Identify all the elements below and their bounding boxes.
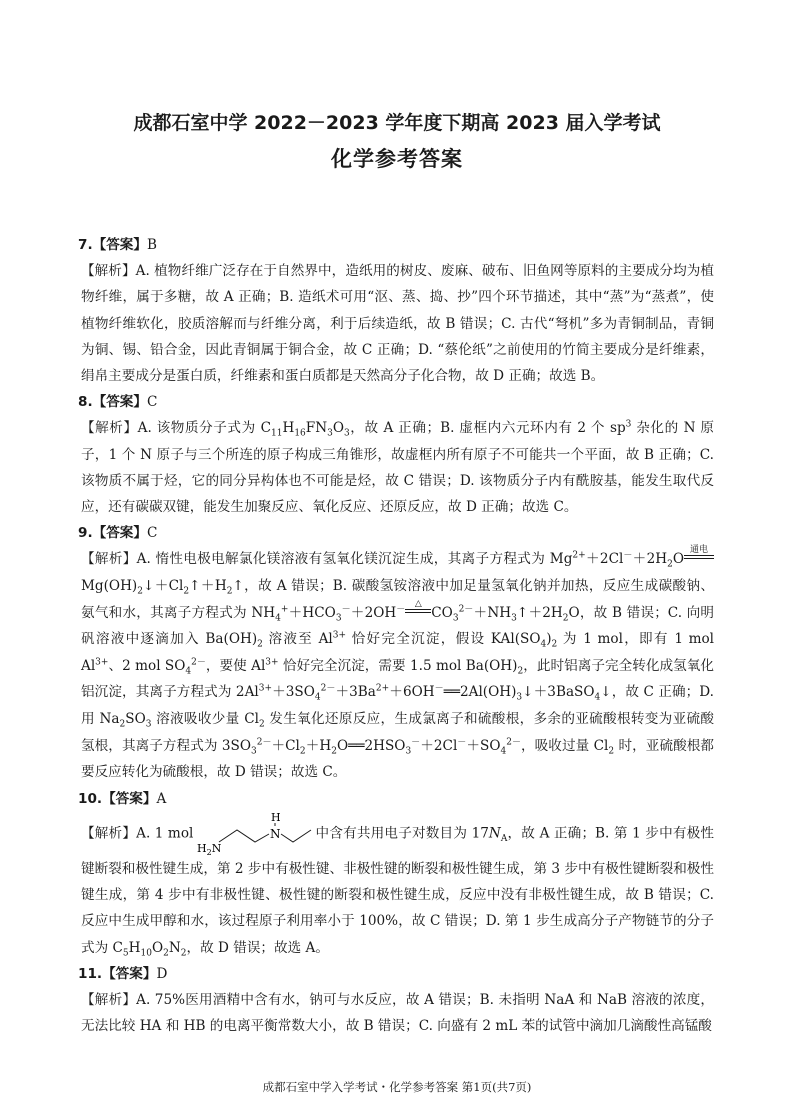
analysis-text: ＋Cl: [271, 737, 300, 754]
superscript: 3+: [95, 657, 109, 668]
analysis-text: ，故 A 正确；B. 第 1 步中有极性键断裂和极性键生成，第 2 步中有极性键、非极性键的断裂和极性键生成，第 3 步中有极性键断裂和极性键生成，第 4 步中有非极性键、极性键的断裂和极性键生成，反应中没有非极性键生成，故 B 错误；C. 反应中生成甲醇和水，该过程原子利用率小于 100%，故 C 错误；D. 第 1 步生成高分子产物链节的分子式为 C: [81, 825, 715, 956]
subscript: 2: [258, 719, 265, 730]
answer-label: 【答案】: [102, 790, 157, 807]
subscript: 2: [226, 586, 233, 597]
answer-value: B: [147, 237, 157, 253]
subscript: 3: [516, 693, 523, 704]
analysis-text: O: [332, 420, 344, 437]
analysis-text: ＋3SO: [272, 684, 315, 701]
analysis-text: ＋2Cl: [585, 551, 624, 568]
answer-value: A: [156, 790, 167, 807]
subscript: 2: [163, 948, 169, 959]
analysis-text: A. 1 mol: [136, 825, 194, 842]
superscript: －: [396, 604, 406, 615]
analysis-label: 【解析】: [81, 551, 137, 568]
analysis-text: SO: [125, 711, 146, 727]
diamine-structure: [193, 812, 315, 856]
subscript: 2: [608, 746, 615, 757]
superscript: 3+: [258, 683, 273, 694]
question-11-header: [78, 961, 714, 987]
superscript: 2+: [572, 550, 586, 561]
subscript: 4: [314, 693, 321, 704]
reaction-condition: 通电: [689, 545, 708, 556]
avogadro-symbol: N: [488, 825, 501, 842]
analysis-text: ＋3Ba: [335, 684, 376, 701]
subscript: 3: [344, 429, 350, 440]
question-number: 8.: [78, 394, 93, 411]
analysis-text: O，故 B 错误；C. 向明矾溶液中逐滴加入 Ba(OH): [81, 604, 714, 648]
superscript: 2－: [256, 737, 272, 748]
page-title: 成都石室中学 2022－2023 学年度下期高 2023 届入学考试: [133, 112, 661, 134]
subscript: 2: [299, 746, 306, 757]
analysis-text: O: [672, 551, 684, 568]
superscript: －: [434, 683, 444, 694]
superscript: 2－: [506, 737, 521, 748]
analysis-text: H: [128, 939, 141, 956]
superscript: －: [411, 737, 421, 748]
superscript: －: [623, 550, 633, 561]
subscript: 3: [335, 613, 342, 624]
subscript: 16: [294, 429, 306, 440]
question-number: 11.: [78, 965, 103, 982]
superscript: 2－: [320, 683, 336, 694]
analysis-text: FN: [305, 420, 328, 437]
question-9-header: [78, 520, 714, 546]
analysis-text: 恰好完全沉淀，需要 1.5 mol Ba(OH): [278, 657, 518, 674]
answer-label: 【答案】: [102, 965, 157, 982]
question-8-analysis: [78, 415, 714, 520]
analysis-text: 发生氧化还原反应，生成氯离子和硫酸根，多余的亚硫酸根转变为亚硫酸氢根，其离子方程式为 3SO: [81, 711, 714, 754]
reaction-condition: △: [414, 598, 422, 609]
analysis-text: ↓＋3BaSO: [522, 684, 595, 701]
subscript: 2: [331, 746, 337, 757]
analysis-text: ＋H: [305, 737, 332, 754]
analysis-text: ，吸收过量 Cl: [520, 737, 609, 754]
analysis-text: H: [282, 420, 295, 437]
subscript: 2: [180, 948, 187, 959]
superscript: +: [280, 604, 289, 615]
superscript: －: [341, 604, 351, 615]
analysis-text: Mg(OH): [81, 578, 138, 595]
answer-label: 【答案】: [92, 394, 147, 411]
subscript: 2: [562, 613, 569, 624]
analysis-text: ＋HCO: [288, 604, 336, 621]
answer-label: 【答案】: [92, 525, 147, 542]
analysis-text: 为 1 mol，即有 1 mol Al: [81, 631, 714, 674]
svg-text:H2N: [197, 842, 222, 856]
question-number: 10.: [78, 790, 103, 807]
analysis-label: 【解析】: [81, 992, 137, 1008]
analysis-text: A. 惰性电极电解氯化镁溶液有氢氧化镁沉淀生成，其离子方程式为 Mg: [136, 551, 573, 568]
analysis-text: ══2Al(OH): [443, 684, 517, 701]
analysis-text: ，故 A 正确；B. 虚框内六元环内有 2 个 sp: [349, 420, 626, 437]
analysis-text: ＋2H: [632, 551, 668, 568]
subscript: 3: [145, 719, 152, 730]
analysis-text: ↓＋Cl: [142, 578, 184, 595]
subscript: 3: [511, 613, 517, 624]
superscript: 2+: [375, 683, 390, 694]
question-7-analysis: [78, 258, 714, 389]
analysis-text: ，故 D 错误；故选 A。: [186, 939, 329, 956]
analysis-text: ＋2Cl: [420, 737, 458, 754]
page-subtitle: 化学参考答案: [331, 147, 463, 171]
analysis-text: CO: [431, 604, 453, 621]
question-number: 7.: [78, 237, 93, 253]
analysis-text: ，此时铝离子完全转化成氢氧化铝沉淀，其离子方程式为 2Al: [81, 657, 715, 701]
analysis-label: 【解析】: [81, 263, 136, 280]
superscript: 3: [625, 419, 632, 430]
analysis-text: ＋2OH: [350, 604, 397, 621]
question-10-header: [78, 786, 714, 812]
analysis-text: 时，亚硫酸根都要反应转化为硫酸根，故 D 错误；故选 C。: [81, 737, 714, 781]
subscript: 2: [119, 719, 126, 730]
question-number: 9.: [78, 525, 93, 542]
analysis-text: 、2 mol SO: [108, 657, 186, 674]
analysis-text: A. 75%医用酒精中含有水，钠可与水反应，故 A 错误；B. 未指明 NaA 和 NaB 溶液的浓度，无法比较 HA 和 HB 的电离平衡常数大小，故 B 错误；C. 向盛有 2 mL 苯的试管中滴加几滴酸性高锰酸: [81, 992, 714, 1035]
analysis-text: A. 该物质分子式为 C: [137, 420, 272, 437]
subscript: 3: [405, 746, 412, 757]
analysis-text: ↑，故 A 错误；B. 碳酸氢铵溶液中加足量氢氧化钠并加热，反应生成碳酸钠、氨气和水，其离子方程式为 NH: [81, 578, 715, 621]
electrolysis-arrow: [684, 545, 714, 563]
subscript: 5: [122, 948, 129, 959]
struct-h2n-h: H: [197, 841, 207, 855]
subscript: 11: [271, 429, 283, 440]
analysis-text: A. 植物纤维广泛存在于自然界中，造纸用的树皮、废麻、破布、旧鱼网等原料的主要成分均为植物纤维，属于多糖，故 A 正确；B. 造纸术可用“沤、蒸、捣、抄”四个环节描述，其中“蒸”为“蒸煮”，使植物纤维软化，胶质溶解而与纤维分离，利于后续造纸，故 B 错误；C. 古代“弩机”多为青铜制品，青铜为铜、锡、铅合金，因此青铜属于铜合金，故 C 正确；D. “蔡伦纸”之前使用的竹简主要成分是纤维素，绢帛主要成分是蛋白质，纤维素和蛋白质都是天然高分子化合物，故 D 正确；故选 B。: [81, 263, 714, 385]
analysis-text: 恰好完全沉淀，假设 KAl(SO: [346, 631, 541, 648]
analysis-label: 【解析】: [81, 825, 137, 842]
analysis-text: ↑＋H: [189, 578, 227, 595]
question-9-analysis: [78, 546, 714, 785]
page-footer: 成都石室中学入学考试・化学参考答案 第1页(共7页): [262, 1080, 532, 1094]
answer-value: C: [147, 394, 158, 411]
analysis-text: ↑＋2H: [516, 604, 563, 621]
subscript: 2: [667, 560, 673, 571]
analysis-text: ，要使 Al: [205, 657, 266, 674]
subscript: 3: [327, 429, 333, 440]
analysis-text: ＋NH: [473, 604, 512, 621]
answer-label: 【答案】: [92, 237, 147, 253]
analysis-text: 溶液吸收少量 Cl: [151, 711, 259, 727]
superscript: 2－: [191, 657, 206, 668]
question-11-analysis: [78, 987, 714, 1039]
skeletal-formula-svg: [193, 812, 315, 856]
subscript: 2: [517, 666, 524, 677]
analysis-text: 杂化的 N 原子，1 个 N 原子与三个所连的原子构成三角锥形，故虚框内所有原子不可能共一个平面，故 B 正确；C. 该物质不属于烃，它的同分异构体也不可能是烃，故 C 错误；D. 该物质分子内有酰胺基，能发生取代反应，还有碳碳双键，能发生加聚反应、氧化反应、还原反应，故 D 正确；故选 C。: [81, 420, 714, 516]
subscript: 10: [140, 948, 152, 959]
struct-h-label: H: [271, 811, 281, 824]
struct-n-label: N: [270, 826, 281, 841]
subscript: 4: [594, 693, 601, 704]
analysis-text: ＋6OH: [389, 684, 435, 701]
heat-arrow: [405, 598, 431, 617]
subscript: A: [500, 834, 508, 845]
analysis-text: ): [546, 631, 552, 648]
subscript: 4: [540, 639, 547, 650]
subscript: 2: [257, 639, 263, 650]
subscript: 4: [185, 666, 192, 677]
analysis-text: O: [151, 939, 164, 956]
answer-content: [78, 232, 714, 1039]
superscript: 3+: [332, 630, 347, 641]
question-10-analysis: [78, 812, 714, 961]
question-7-header: [78, 232, 714, 258]
answer-value: D: [156, 965, 168, 982]
subscript: 2: [137, 586, 143, 597]
superscript: 3+: [265, 657, 279, 668]
subscript: 2: [183, 586, 190, 597]
analysis-text: ＋SO: [466, 737, 501, 754]
struct-h2n-n: N: [212, 841, 222, 855]
analysis-text: 溶液至 Al: [262, 631, 333, 648]
analysis-label: 【解析】: [81, 420, 138, 437]
analysis-text: ↓，故 C 正确；D. 用 Na: [81, 684, 715, 727]
subscript: 4: [275, 613, 281, 624]
subscript: 4: [500, 746, 507, 757]
struct-h2n-sub: 2: [206, 847, 213, 856]
subscript: 2: [551, 639, 558, 650]
analysis-text: O══2HSO: [336, 737, 406, 754]
analysis-text: 中含有共用电子对数目为 17: [315, 825, 489, 842]
superscript: －: [457, 737, 467, 748]
subscript: 3: [250, 746, 257, 757]
question-8-header: [78, 389, 714, 415]
superscript: 2－: [458, 604, 474, 615]
answer-value: C: [147, 525, 158, 542]
analysis-text: N: [168, 939, 181, 956]
subscript: 3: [452, 613, 459, 624]
